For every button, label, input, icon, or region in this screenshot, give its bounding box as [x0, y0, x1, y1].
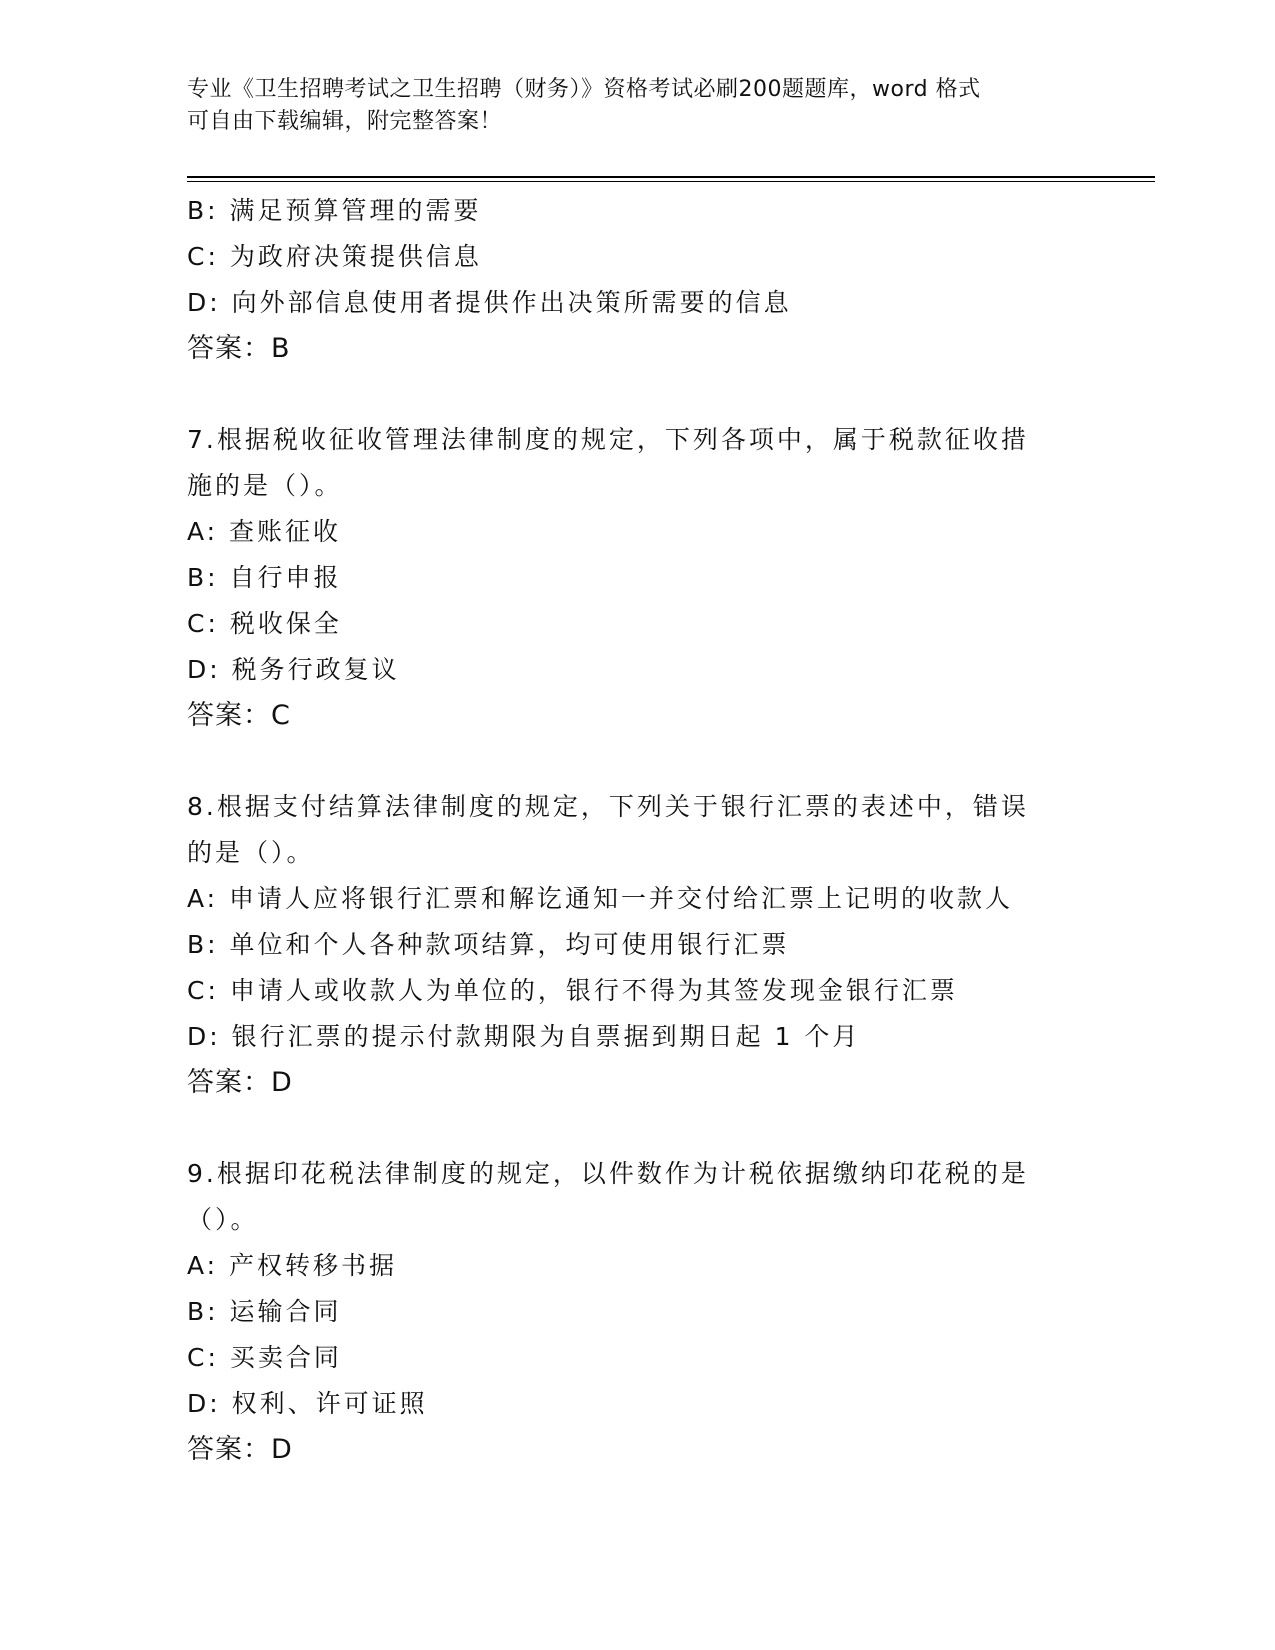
option-d: D: 向外部信息使用者提供作出决策所需要的信息 — [187, 288, 792, 317]
question-stem-line-1: 7.根据税收征收管理法律制度的规定，下列各项中，属于税款征收措 — [187, 425, 1029, 454]
document-header — [187, 74, 1067, 138]
question-block-8 — [187, 784, 1067, 1106]
option-d: D: 税务行政复议 — [187, 655, 400, 684]
option-a: A: 产权转移书据 — [187, 1251, 398, 1280]
option-c: C: 申请人或收款人为单位的，银行不得为其签发现金银行汇票 — [187, 976, 958, 1005]
option-d: D: 银行汇票的提示付款期限为自票据到期日起 1 个月 — [187, 1022, 861, 1051]
header-divider-thin — [187, 181, 1155, 182]
option-c: C: 买卖合同 — [187, 1343, 342, 1372]
option-b: B: 单位和个人各种款项结算，均可使用银行汇票 — [187, 930, 790, 959]
answer-label: 答案：C — [187, 700, 291, 731]
option-b: B: 满足预算管理的需要 — [187, 196, 482, 225]
option-c: C: 税收保全 — [187, 609, 342, 638]
option-c: C: 为政府决策提供信息 — [187, 242, 482, 271]
option-a: A: 申请人应将银行汇票和解讫通知一并交付给汇票上记明的收款人 — [187, 884, 1014, 913]
spacer — [187, 1106, 1067, 1151]
question-stem-line-2: 的是（）。 — [187, 838, 315, 867]
option-b: B: 自行申报 — [187, 563, 342, 592]
header-line-2: 可自由下载编辑，附完整答案！ — [187, 109, 503, 134]
spacer — [187, 739, 1067, 784]
answer-label: 答案：B — [187, 333, 291, 364]
question-block-7 — [187, 417, 1067, 739]
question-block-9 — [187, 1151, 1067, 1473]
question-stem-line-1: 8.根据支付结算法律制度的规定，下列关于银行汇票的表述中，错误 — [187, 792, 1029, 821]
question-stem-line-2: 施的是（）。 — [187, 471, 343, 500]
option-d: D: 权利、许可证照 — [187, 1389, 428, 1418]
header-line-1: 专业《卫生招聘考试之卫生招聘（财务）》资格考试必刷200题题库，word 格式 — [187, 77, 981, 102]
answer-label: 答案：D — [187, 1434, 293, 1465]
question-stem-line-1: 9.根据印花税法律制度的规定，以件数作为计税依据缴纳印花税的是 — [187, 1159, 1029, 1188]
answer-label: 答案：D — [187, 1067, 293, 1098]
question-stem-line-2: （）。 — [187, 1205, 259, 1234]
option-b: B: 运输合同 — [187, 1297, 342, 1326]
question-list — [187, 188, 1067, 1473]
option-a: A: 查账征收 — [187, 517, 342, 546]
header-divider-thick — [187, 176, 1155, 178]
question-block-6 — [187, 188, 1067, 372]
spacer — [187, 372, 1067, 417]
